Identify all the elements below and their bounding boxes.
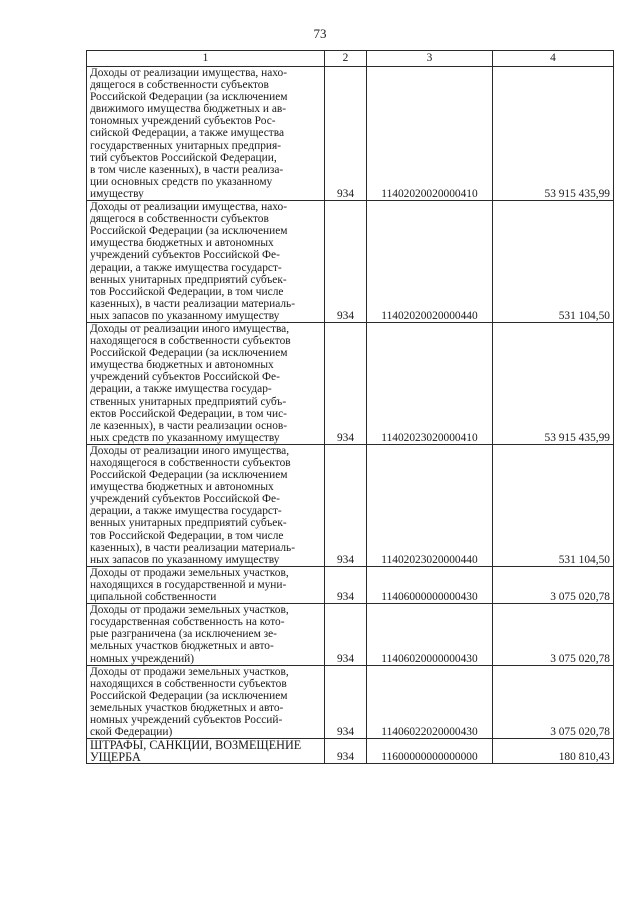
description-line: рые разграничена (за исключением зе- xyxy=(90,628,277,641)
description-line: ных запасов по указанному имуществу xyxy=(90,553,280,566)
description-line: Российской Федерации (за исключением xyxy=(90,91,288,104)
description-line: ципальной собственности xyxy=(90,591,217,604)
description-line: Доходы от продажи земельных участков, xyxy=(90,665,289,678)
table-header-row xyxy=(87,51,614,67)
description-line: в том числе казенных), в части реализа- xyxy=(90,163,284,176)
description-line: Доходы от реализации иного имущества, xyxy=(90,444,290,457)
description-line: ской Федерации) xyxy=(90,726,173,739)
description-line: имуществу xyxy=(90,187,144,200)
description-line: находящегося в собственности субъектов xyxy=(90,457,291,469)
revenue-description xyxy=(87,444,325,566)
administrator-code: 934 xyxy=(325,604,367,665)
description-line: венных унитарных предприятий субъек- xyxy=(90,273,287,286)
description-line: ции основных средств по указанному xyxy=(90,175,273,188)
table-row xyxy=(87,665,614,739)
description-line: Российской Федерации (за исключением xyxy=(90,225,288,238)
administrator-code: 934 xyxy=(325,322,367,444)
description-line: ственных унитарных предприятий субъ- xyxy=(90,395,287,408)
description-line: государственных унитарных предприя- xyxy=(90,139,282,152)
description-line: учреждений субъектов Российской Фе- xyxy=(90,493,280,506)
description-line: УЩЕРБА xyxy=(90,750,141,765)
description-line: Доходы от реализации иного имущества, xyxy=(90,322,290,335)
description-line: ле казенных), в части реализации основ- xyxy=(90,419,288,432)
description-line: ектов Российской Федерации, в том чис- xyxy=(90,407,287,420)
administrator-code: 934 xyxy=(325,739,367,764)
table-row xyxy=(87,739,614,764)
administrator-code: 934 xyxy=(325,665,367,739)
amount: 3 075 020,78 xyxy=(493,665,614,739)
revenue-description xyxy=(87,566,325,603)
description-line: номных учреждений) xyxy=(90,652,195,665)
description-line: казенных), в части реализации материаль- xyxy=(90,541,296,554)
table-row xyxy=(87,444,614,566)
description-line: дерации, а также имущества государст- xyxy=(90,505,282,518)
description-line: учреждений субъектов Российской Фе- xyxy=(90,249,280,262)
description-line: номных учреждений субъектов Россий- xyxy=(90,713,283,726)
revenue-table xyxy=(86,50,614,764)
revenue-description xyxy=(87,67,325,201)
description-line: имущества бюджетных и автономных xyxy=(90,481,274,494)
description-line: Доходы от продажи земельных участков, xyxy=(90,566,289,579)
description-line: Доходы от реализации имущества, нахо- xyxy=(90,201,288,214)
amount: 531 104,50 xyxy=(493,444,614,566)
description-line: имущества бюджетных и автономных xyxy=(90,237,274,250)
table-row xyxy=(87,566,614,603)
description-line: находящегося в собственности субъектов xyxy=(90,335,291,348)
table-row xyxy=(87,604,614,665)
description-line: ных запасов по указанному имуществу xyxy=(90,309,280,322)
table-row xyxy=(87,201,614,323)
revenue-description xyxy=(87,739,325,764)
description-line: ных средств по указанному имуществу xyxy=(90,431,280,444)
description-line: Доходы от продажи земельных участков, xyxy=(90,604,289,617)
administrator-code: 934 xyxy=(325,444,367,566)
amount: 531 104,50 xyxy=(493,201,614,323)
description-line: находящихся в государственной и муни- xyxy=(90,578,287,591)
budget-classification-code: 11406022020000430 xyxy=(367,665,493,739)
description-line: мельных участков бюджетных и авто- xyxy=(90,640,274,653)
description-line: Российской Федерации (за исключением xyxy=(90,689,288,702)
description-line: казенных), в части реализации материаль- xyxy=(90,297,296,310)
description-line: тов Российской Федерации, в том числе xyxy=(90,285,284,298)
budget-classification-code: 11406020000000430 xyxy=(367,604,493,665)
description-line: движимого имущества бюджетных и ав- xyxy=(90,103,287,116)
description-line: государственная собственность на кото- xyxy=(90,616,285,629)
description-line: учреждений субъектов Российской Фе- xyxy=(90,371,280,384)
description-line: Российской Федерации (за исключением xyxy=(90,347,288,360)
budget-classification-code: 11402023020000410 xyxy=(367,322,493,444)
amount: 180 810,43 xyxy=(493,739,614,764)
description-line: тов Российской Федерации, в том числе xyxy=(90,529,284,542)
column-header-1: 1 xyxy=(87,51,325,67)
table-body xyxy=(87,67,614,764)
description-line: дящегося в собственности субъектов xyxy=(90,79,269,92)
table-row xyxy=(87,67,614,201)
column-header-3: 3 xyxy=(367,51,493,67)
revenue-description xyxy=(87,322,325,444)
budget-classification-code: 11402023020000440 xyxy=(367,444,493,566)
description-line: тономных учреждений субъектов Рос- xyxy=(90,115,276,128)
amount: 3 075 020,78 xyxy=(493,604,614,665)
budget-classification-code: 11402020020000440 xyxy=(367,201,493,323)
revenue-description xyxy=(87,201,325,323)
description-line: находящихся в собственности субъектов xyxy=(90,677,287,690)
description-line: земельных участков бюджетных и авто- xyxy=(90,701,284,714)
amount: 3 075 020,78 xyxy=(493,566,614,603)
amount: 53 915 435,99 xyxy=(493,67,614,201)
description-line: дерации, а также имущества государст- xyxy=(90,261,282,274)
administrator-code: 934 xyxy=(325,67,367,201)
amount: 53 915 435,99 xyxy=(493,322,614,444)
description-line: Российской Федерации (за исключением xyxy=(90,469,288,482)
column-header-2: 2 xyxy=(325,51,367,67)
column-header-4: 4 xyxy=(493,51,614,67)
revenue-description xyxy=(87,665,325,739)
revenue-description xyxy=(87,604,325,665)
table-row xyxy=(87,322,614,444)
budget-classification-code: 11402020020000410 xyxy=(367,67,493,201)
administrator-code: 934 xyxy=(325,566,367,603)
budget-classification-code: 11600000000000000 xyxy=(367,739,493,764)
description-line: тий субъектов Российской Федерации, xyxy=(90,151,277,164)
description-line: дящегося в собственности субъектов xyxy=(90,213,269,226)
page-number: 73 xyxy=(313,26,327,41)
description-line: имущества бюджетных и автономных xyxy=(90,359,274,372)
description-line: дерации, а также имущества государ- xyxy=(90,383,272,396)
description-line: сийской Федерации, а также имущества xyxy=(90,127,285,140)
budget-classification-code: 11406000000000430 xyxy=(367,566,493,603)
description-line: Доходы от реализации имущества, нахо- xyxy=(90,67,288,79)
administrator-code: 934 xyxy=(325,201,367,323)
description-line: венных унитарных предприятий субъек- xyxy=(90,517,287,530)
description-line: ШТРАФЫ, САНКЦИИ, ВОЗМЕЩЕНИЕ xyxy=(90,738,302,753)
